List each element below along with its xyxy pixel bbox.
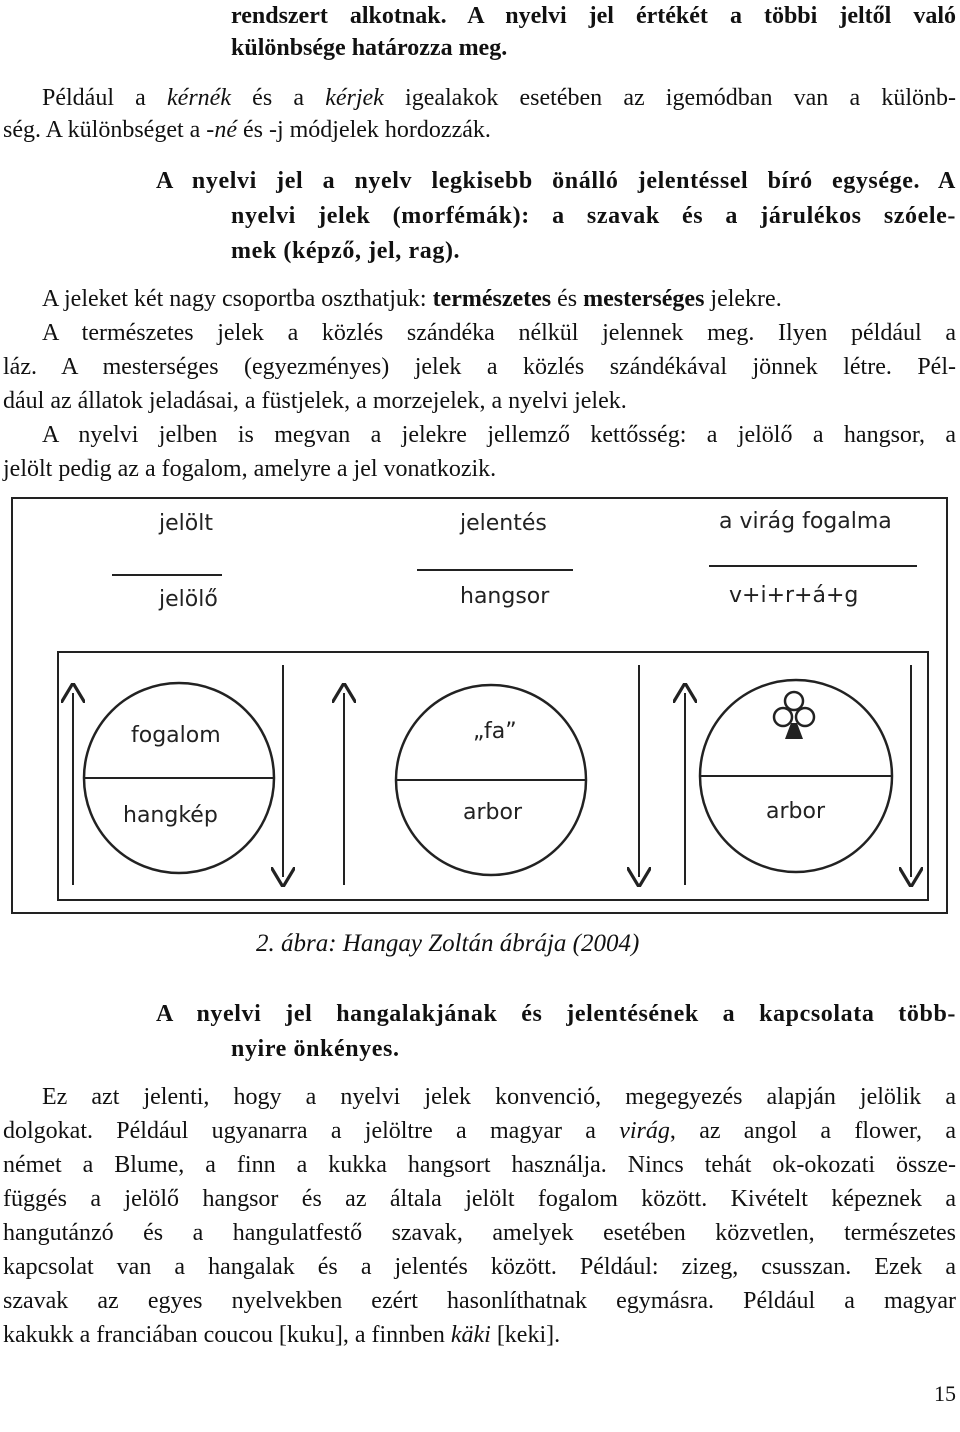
fraction-bar bbox=[709, 565, 917, 567]
paragraph-1-line-2 bbox=[3, 115, 491, 145]
paragraph-3-line-2 bbox=[3, 1116, 956, 1146]
paragraph-2-line-3: láz. A mesterséges (egyezményes) jelek a közlés szándékával jönnek létre. Pél- bbox=[3, 354, 956, 380]
paragraph-2-line-2: A természetes jelek a közlés szándéka nélkül jelennek meg. Ilyen például a bbox=[42, 320, 956, 346]
paragraph-1-line-1 bbox=[42, 83, 956, 113]
circle-label-arbor: arbor bbox=[766, 799, 825, 824]
italic-word: virág bbox=[619, 1118, 670, 1144]
paragraph-3-line-6: kapcsolat van a hangalak és a jelentés között. Például: zizeg, csusszan. Ezek a bbox=[3, 1254, 956, 1280]
figure-inner-frame bbox=[57, 651, 929, 901]
circle-label-fogalom: fogalom bbox=[131, 723, 221, 748]
figure-label-virag-hangsor: v+i+r+á+g bbox=[729, 583, 859, 608]
figure-label-hangsor: hangsor bbox=[460, 584, 550, 609]
paragraph-3-line-5: hangutánzó és a hangulatfestő szavak, amelyek esetében közvetlen, természetes bbox=[3, 1220, 956, 1246]
figure-label-virag-fogalma: a virág fogalma bbox=[719, 509, 892, 534]
text-run: és bbox=[551, 286, 584, 312]
sign-circles-drawing bbox=[59, 653, 927, 899]
text-run: jelekre. bbox=[704, 286, 782, 312]
text-run: [keki]. bbox=[490, 1322, 561, 1348]
text-run: , az angol a flower, a bbox=[669, 1118, 956, 1144]
paragraph-2-line-6: jelölt pedig az a fogalom, amelyre a jel vonatkozik. bbox=[3, 456, 497, 482]
circle-label-fa: „fa” bbox=[473, 719, 517, 744]
text-run: kakukk a franciában coucou [kuku], a finnben bbox=[3, 1322, 451, 1348]
fraction-bar bbox=[112, 574, 222, 576]
definition-2-line-1: A nyelvi jel hangalakjának és jelentésének a kapcsolata több- bbox=[156, 1001, 956, 1027]
fraction-bar bbox=[417, 569, 573, 571]
figure-label-jelentes: jelentés bbox=[460, 511, 547, 536]
text-run: és a bbox=[230, 85, 326, 111]
definition-1-line-1: A nyelvi jel a nyelv legkisebb önálló jelentéssel bíró egysége. A bbox=[156, 168, 956, 194]
circle-label-hangkep: hangkép bbox=[123, 803, 218, 828]
definition-2-line-2: nyire önkényes. bbox=[231, 1036, 400, 1062]
page-number: 15 bbox=[934, 1381, 956, 1406]
text-run: A jeleket két nagy csoportba oszthatjuk: bbox=[42, 286, 433, 312]
paragraph-2-line-5: A nyelvi jelben is megvan a jelekre jellemző kettősség: a jelölő a hangsor, a bbox=[42, 422, 956, 448]
paragraph-3-line-1: Ez azt jelenti, hogy a nyelvi jelek konvenció, megegyezés alapján jelölik a bbox=[42, 1084, 956, 1110]
paragraph-3-line-8 bbox=[3, 1320, 560, 1350]
text-run: ség. A különbséget a - bbox=[3, 117, 215, 143]
figure-label-jelolo: jelölő bbox=[159, 587, 218, 612]
paragraph-3-line-4: függés a jelölő hangsor és az általa jelölt fogalom között. Kivételt képeznek a bbox=[3, 1186, 956, 1212]
figure-caption: 2. ábra: Hangay Zoltán ábrája (2004) bbox=[256, 930, 640, 957]
text-run: Például a bbox=[42, 85, 168, 111]
definition-1-line-3: mek (képző, jel, rag). bbox=[231, 238, 461, 264]
figure-label-jelolt: jelölt bbox=[159, 511, 213, 536]
italic-word: kérjek bbox=[325, 85, 384, 111]
paragraph-3-line-3: német a Blume, a finn a kukka hangsort használja. Nincs tehát ok-okozati össze- bbox=[3, 1152, 956, 1178]
text-run: igealakok esetében az igemódban van a különb- bbox=[383, 85, 956, 111]
paragraph-2-line-4: dául az állatok jeladásai, a füstjelek, a morzejelek, a nyelvi jelek. bbox=[3, 388, 627, 414]
italic-word: käki bbox=[450, 1322, 491, 1348]
paragraph-3-line-7: szavak az egyes nyelvekben ezért hasonlíthatnak egymásra. Például a magyar bbox=[3, 1288, 956, 1314]
italic-word: kérnék bbox=[167, 85, 231, 111]
text-run: és -j módjelek hordozzák. bbox=[236, 117, 491, 143]
italic-word: né bbox=[214, 117, 237, 143]
circle-label-arbor: arbor bbox=[463, 800, 522, 825]
paragraph-2-line-1 bbox=[42, 284, 956, 314]
bold-term: természetes bbox=[432, 286, 552, 312]
definition-1-line-2: nyelvi jelek (morfémák): a szavak és a járulékos szóele- bbox=[231, 203, 956, 229]
sign-diagram-figure bbox=[11, 497, 948, 914]
intro-line-1: rendszert alkotnak. A nyelvi jel értékét a többi jeltől való bbox=[231, 3, 956, 29]
bold-term: mesterséges bbox=[583, 286, 705, 312]
text-run: dolgokat. Például ugyanarra a jelöltre a magyar a bbox=[3, 1118, 620, 1144]
club-tree-icon bbox=[774, 692, 814, 739]
intro-line-2: különbsége határozza meg. bbox=[231, 35, 508, 61]
